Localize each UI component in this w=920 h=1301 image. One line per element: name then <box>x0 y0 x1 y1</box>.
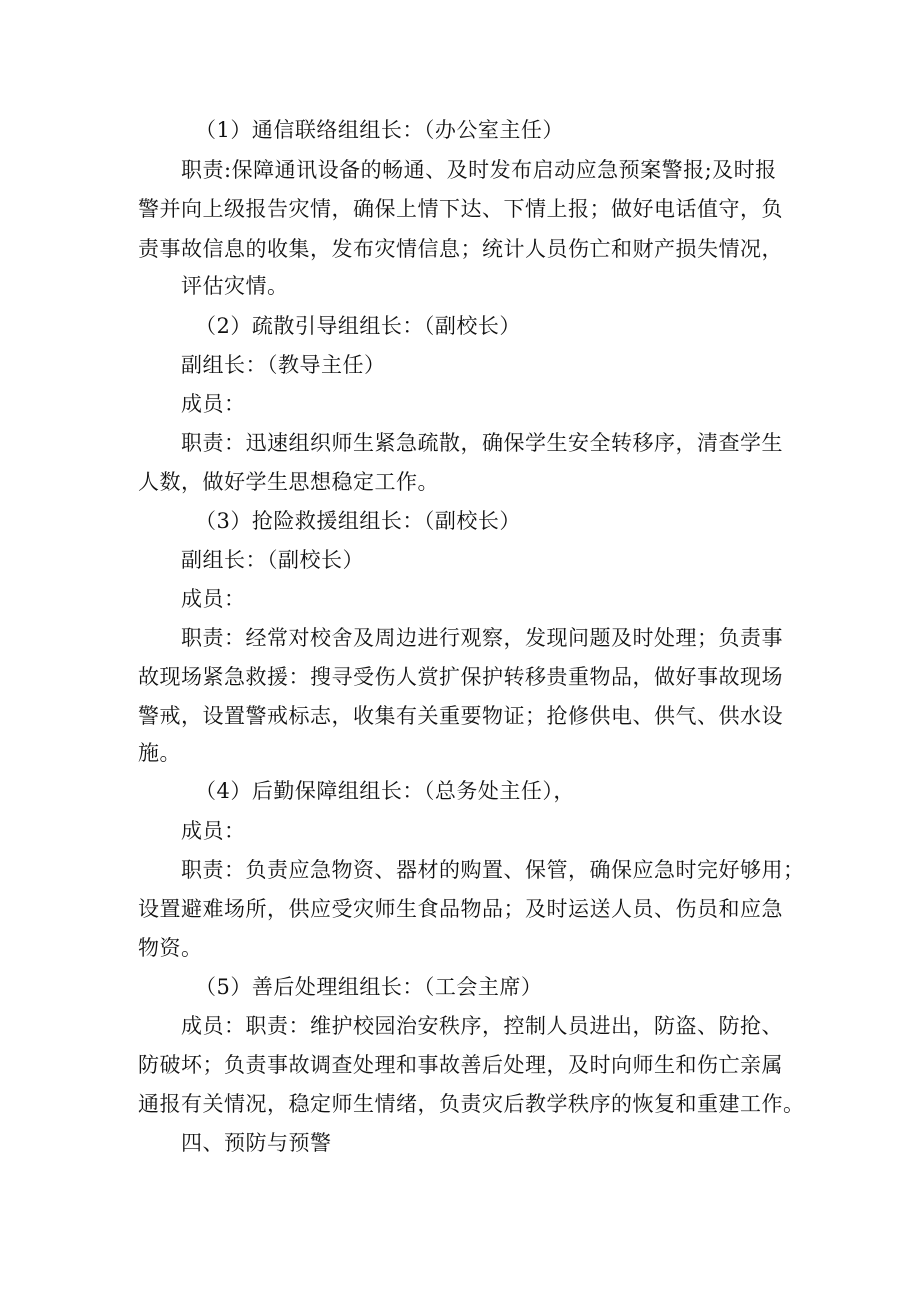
paragraph-line: 物资。 <box>138 936 203 960</box>
paragraph-line: 防破坏；负责事故调查处理和事故善后处理，及时向师生和伤亡亲属 <box>138 1053 783 1077</box>
paragraph-line: 施。 <box>138 741 181 765</box>
paragraph-line: 成员： <box>181 819 246 843</box>
paragraph-line: 成员： <box>181 392 246 416</box>
paragraph-line: 通报有关情况，稳定师生情绪，负责灾后教学秩序的恢复和重建工作。 <box>138 1092 805 1116</box>
paragraph-line: 设置避难场所，供应受灾师生食品物品；及时运送人员、伤员和应急 <box>138 897 783 921</box>
paragraph-line: 责事故信息的收集，发布灾情信息；统计人员伤亡和财产损失情况， <box>138 237 783 261</box>
heading-logistics-group: （4）后勤保障组组长：（总务处主任）， <box>195 779 575 803</box>
paragraph-line: 成员： <box>181 587 246 611</box>
paragraph-line: 评估灾情。 <box>181 274 289 298</box>
paragraph-line: 警并向上级报告灾情，确保上情下达、下情上报；做好电话值守，负 <box>138 197 783 221</box>
paragraph-line: 警戒，设置警戒标志，收集有关重要物证；抢修供电、供气、供水设 <box>138 704 783 728</box>
paragraph-line: 成员：职责：维护校园治安秩序，控制人员进出，防盗、防抢、 <box>181 1014 783 1038</box>
paragraph-line: 副组长：（副校长） <box>181 548 364 572</box>
section-heading-prevention-warning: 四、预防与预警 <box>181 1131 332 1155</box>
paragraph-line: 人数，做好学生思想稳定工作。 <box>138 470 439 494</box>
paragraph-line: 职责：经常对校舍及周边进行观察，发现问题及时处理；负责事 <box>181 626 783 650</box>
paragraph-line: 故现场紧急救援：搜寻受伤人赏扩保护转移贵重物品，做好事故现场 <box>138 665 783 689</box>
heading-evacuation-group: （2）疏散引导组组长：（副校长） <box>195 314 521 338</box>
paragraph-line: 副组长：（教导主任） <box>181 353 386 377</box>
paragraph-line: 职责:保障通讯设备的畅通、及时发布启动应急预案警报;及时报 <box>181 158 777 182</box>
heading-aftermath-group: （5）善后处理组组长：（工会主席） <box>195 975 543 999</box>
heading-communication-group: （1）通信联络组组长：（办公室主任） <box>195 118 564 142</box>
paragraph-line: 职责：迅速组织师生紧急疏散，确保学生安全转移序，清查学生 <box>181 431 783 455</box>
heading-rescue-group: （3）抢险救援组组长：（副校长） <box>195 509 521 533</box>
paragraph-line: 职责：负责应急物资、器材的购置、保管，确保应急时完好够用； <box>181 858 805 882</box>
